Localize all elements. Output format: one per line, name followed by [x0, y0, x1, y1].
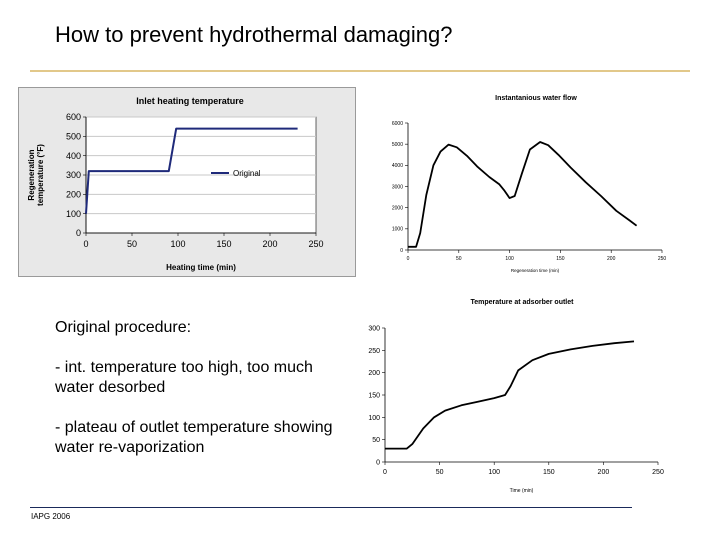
- footer-label: IAPG 2006: [31, 512, 71, 521]
- y-tick-label: 2000: [391, 205, 403, 212]
- y-tick-label: 0: [75, 228, 81, 239]
- plot-area: [385, 328, 658, 462]
- y-tick-label: 3000: [391, 184, 403, 191]
- y-tick-label: 4000: [391, 163, 403, 170]
- x-tick-label: 50: [435, 469, 444, 476]
- y-axis-label: Regeneration: [27, 149, 36, 201]
- x-tick-label: 0: [406, 256, 410, 262]
- y-tick-label: 300: [65, 170, 81, 181]
- x-axis-label: Regeneration time (min): [510, 268, 560, 273]
- y-tick-label: 50: [372, 437, 380, 445]
- x-tick-label: 200: [607, 256, 616, 262]
- y-tick-label: 500: [65, 131, 81, 142]
- y-tick-label: 200: [368, 370, 380, 378]
- x-tick-label: 100: [505, 256, 514, 262]
- y-axis-label: temperature (°F): [36, 144, 45, 206]
- inlet-heating-chart: [18, 87, 356, 277]
- y-tick-label: 600: [65, 112, 81, 123]
- slide-title: How to prevent hydrothermal damaging?: [55, 22, 453, 47]
- x-tick-label: 150: [556, 256, 565, 262]
- outlet-temperature-chart: [350, 290, 690, 500]
- x-tick-label: 250: [308, 239, 324, 249]
- y-tick-label: 0: [400, 247, 403, 254]
- x-tick-label: 100: [170, 239, 186, 249]
- x-tick-label: 200: [262, 239, 278, 249]
- y-tick-label: 1000: [391, 226, 403, 233]
- y-tick-label: 400: [65, 150, 81, 161]
- water-flow-chart: [368, 87, 670, 279]
- y-tick-label: 250: [368, 347, 380, 355]
- x-axis-label: Time (min): [509, 488, 534, 494]
- y-tick-label: 0: [376, 459, 380, 467]
- x-tick-label: 200: [597, 469, 610, 476]
- x-tick-label: 0: [383, 469, 387, 476]
- chart-svg: [18, 87, 356, 277]
- procedure-heading: Original procedure:: [55, 319, 192, 336]
- y-tick-label: 100: [368, 414, 380, 422]
- bullet-item-1: - int. temperature too high, too much water desorbed: [55, 359, 313, 396]
- x-tick-label: 50: [456, 256, 462, 262]
- y-tick-label: 5000: [391, 141, 403, 148]
- plot-area: [408, 123, 662, 250]
- x-tick-label: 150: [542, 469, 555, 476]
- x-tick-label: 0: [83, 239, 89, 249]
- legend-label: Original: [233, 169, 261, 178]
- y-tick-label: 6000: [391, 120, 403, 127]
- chart-title: Temperature at adsorber outlet: [470, 299, 574, 306]
- y-tick-label: 200: [65, 189, 81, 200]
- x-tick-label: 100: [488, 469, 501, 476]
- chart-title: Instantanious water flow: [495, 95, 577, 102]
- chart-svg: [350, 290, 690, 500]
- x-tick-label: 50: [126, 239, 138, 249]
- chart-title: Inlet heating temperature: [136, 96, 244, 106]
- y-tick-label: 100: [65, 208, 81, 219]
- bullet-item-2: - plateau of outlet temperature showing water re-vaporization: [55, 419, 333, 456]
- x-axis-label: Heating time (min): [166, 263, 236, 272]
- title-divider: [30, 70, 690, 72]
- y-tick-label: 150: [368, 392, 380, 400]
- x-tick-label: 250: [657, 256, 667, 262]
- x-tick-label: 250: [652, 469, 664, 476]
- chart-svg: [368, 87, 670, 279]
- x-tick-label: 150: [216, 239, 232, 249]
- y-tick-label: 300: [368, 325, 380, 333]
- footer-divider: [30, 507, 632, 508]
